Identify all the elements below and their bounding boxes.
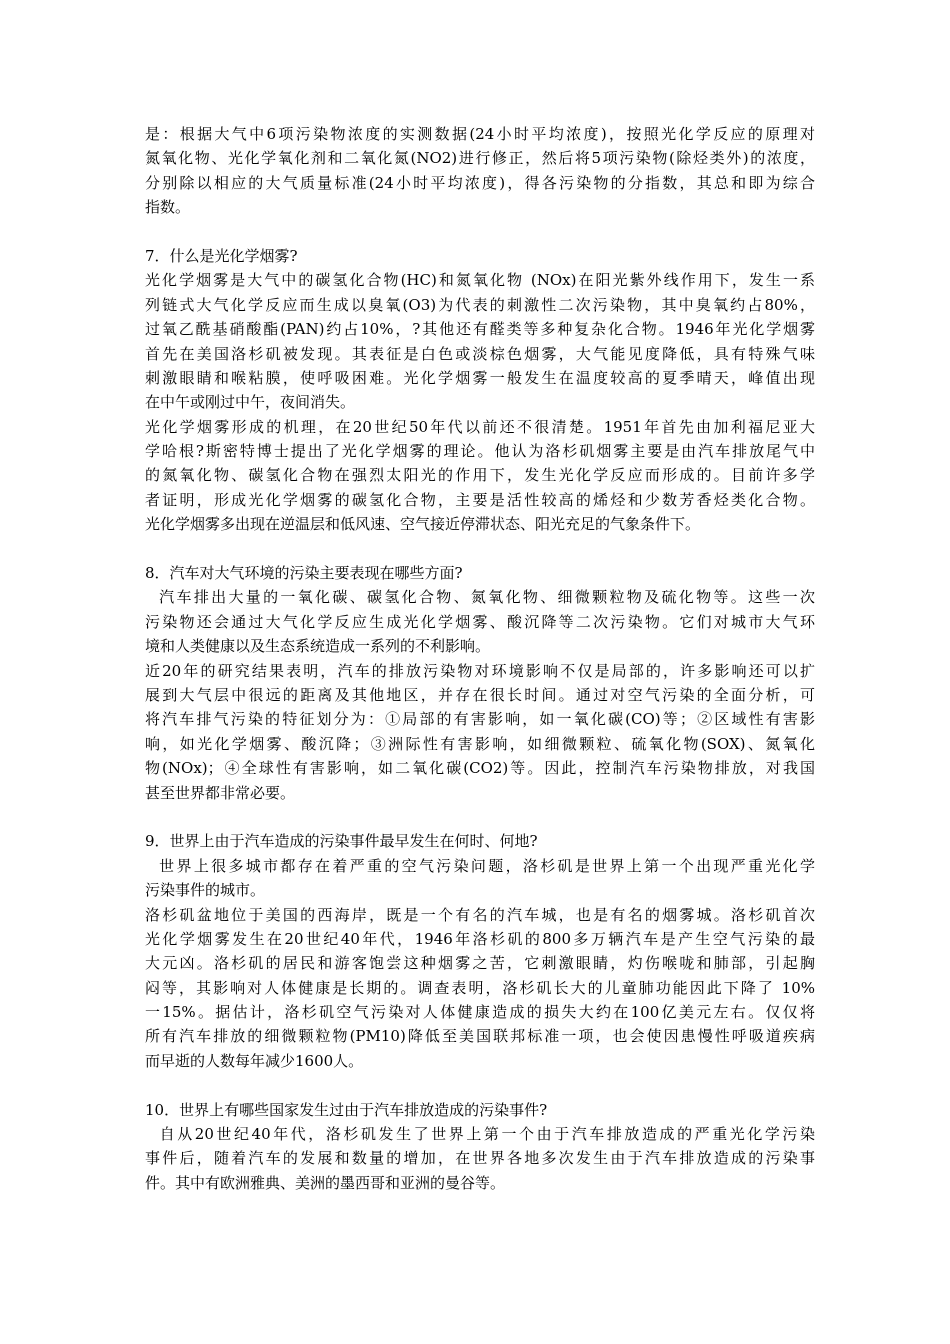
question-8-heading: 8．汽车对大气环境的污染主要表现在哪些方面? xyxy=(145,564,463,583)
question-7-paragraph-2 xyxy=(145,415,815,537)
text-line: 氮氧化物、光化学氧化剂和二氧化氮(NO2)进行修正，然后将5项污染物(除烃类外)的浓度， xyxy=(145,149,815,168)
text-line: 光化学烟雾是大气中的碳氢化合物(HC)和氮氧化物 (NOx)在阳光紫外线作用下，发生一系 xyxy=(145,271,815,290)
text-line: 物(NOx)；④全球性有害影响，如二氧化碳(CO2)等。因此，控制汽车污染物排放，对我国 xyxy=(145,759,815,778)
text-line: 自从20世纪40年代，洛杉矶发生了世界上第一个由于汽车排放造成的严重光化学污染 xyxy=(145,1125,815,1144)
question-9-heading: 9．世界上由于汽车造成的污染事件最早发生在何时、何地? xyxy=(145,832,538,851)
question-8-paragraph-2 xyxy=(145,659,815,805)
text-line: 光化学烟雾多出现在逆温层和低风速、空气接近停滞状态、阳光充足的气象条件下。 xyxy=(145,515,701,534)
text-line: 指数。 xyxy=(145,198,191,217)
text-line: 大元凶。洛杉矶的居民和游客饱尝这种烟雾之苦，它刺激眼睛，灼伤喉咙和肺部，引起胸 xyxy=(145,954,815,973)
question-10-heading: 10．世界上有哪些国家发生过由于汽车排放造成的污染事件? xyxy=(145,1100,548,1119)
text-line: 学哈根?斯密特博士提出了光化学烟雾的理论。他认为洛杉矶烟雾主要是由汽车排放尾气中 xyxy=(145,442,815,461)
question-9-paragraph-2 xyxy=(145,903,815,1074)
text-line: 污染事件的城市。 xyxy=(145,881,266,900)
text-line: 过氧乙酰基硝酸酯(PAN)约占10%，?其他还有醛类等多种复杂化合物。1946年光化学烟雾 xyxy=(145,320,815,339)
text-line: 列链式大气化学反应而生成以臭氧(O3)为代表的刺激性二次污染物，其中臭氧约占80%， xyxy=(145,295,815,314)
text-line: 刺激眼睛和喉粘膜，使呼吸困难。光化学烟雾一般发生在温度较高的夏季晴天，峰值出现 xyxy=(145,368,815,387)
text-line: 境和人类健康以及生态系统造成一系列的不利影响。 xyxy=(145,637,491,656)
text-line: 光化学烟雾发生在20世纪40年代，1946年洛杉矶的800多万辆汽车是产生空气污染的最 xyxy=(145,929,815,948)
question-9-paragraph-1 xyxy=(145,854,815,903)
text-line: 展到大气层中很远的距离及其他地区，并存在很长时间。通过对空气污染的全面分析，可 xyxy=(145,685,815,704)
text-line: 件。其中有欧洲雅典、美洲的墨西哥和亚洲的曼谷等。 xyxy=(145,1173,506,1192)
text-line: 分别除以相应的大气质量标准(24小时平均浓度)，得各污染物的分指数，其总和即为综合 xyxy=(145,173,815,192)
text-line: 在中午或刚过中午，夜间消失。 xyxy=(145,393,356,412)
text-line: 是：根据大气中6项污染物浓度的实测数据(24小时平均浓度)，按照光化学反应的原理对 xyxy=(145,125,815,143)
text-line: 世界上很多城市都存在着严重的空气污染问题，洛杉矶是世界上第一个出现严重光化学 xyxy=(145,856,815,875)
text-line: 而早逝的人数每年减少1600人。 xyxy=(145,1051,364,1070)
text-line: 事件后，随着汽车的发展和数量的增加，在世界各地多次发生由于汽车排放造成的污染事 xyxy=(145,1149,815,1168)
text-line: 甚至世界都非常必要。 xyxy=(145,783,296,802)
text-line: 一15%。据估计，洛杉矶空气污染对人体健康造成的损失大约在100亿美元左右。仅仅将 xyxy=(145,1003,815,1022)
intro-paragraph xyxy=(145,122,815,220)
text-line: 的氮氧化物、碳氢化合物在强烈太阳光的作用下，发生光化学反应而形成的。目前许多学 xyxy=(145,466,815,485)
question-10-paragraph-1 xyxy=(145,1122,815,1195)
document-page xyxy=(145,122,815,1195)
question-7-heading: 7．什么是光化学烟雾? xyxy=(145,246,298,265)
question-8-paragraph-1 xyxy=(145,585,815,658)
text-line: 污染物还会通过大气化学反应生成光化学烟雾、酸沉降等二次污染物。它们对城市大气环 xyxy=(145,612,815,631)
text-line: 洛杉矶盆地位于美国的西海岸，既是一个有名的汽车城，也是有名的烟雾城。洛杉矶首次 xyxy=(145,905,815,924)
spacer xyxy=(145,805,815,829)
text-line: 首先在美国洛杉矶被发现。其表征是白色或淡棕色烟雾，大气能见度降低，具有特殊气味 xyxy=(145,344,815,363)
text-line: 光化学烟雾形成的机理，在20世纪50年代以前还不很清楚。1951年首先由加利福尼亚大 xyxy=(145,417,815,436)
question-7-paragraph-1 xyxy=(145,268,815,414)
text-line: 汽车排出大量的一氧化碳、碳氢化合物、氮氧化物、细微颗粒物及硫化物等。这些一次 xyxy=(145,588,815,607)
spacer xyxy=(145,1073,815,1097)
text-line: 将汽车排气污染的特征划分为：①局部的有害影响，如一氧化碳(CO)等；②区域性有害影 xyxy=(145,710,815,729)
text-line: 所有汽车排放的细微颗粒物(PM10)降低至美国联邦标准一项，也会使因患慢性呼吸道疾病 xyxy=(145,1027,815,1046)
text-line: 近20年的研究结果表明，汽车的排放污染物对环境影响不仅是局部的，许多影响还可以扩 xyxy=(145,661,815,680)
text-line: 者证明，形成光化学烟雾的碳氢化合物，主要是活性较高的烯烃和少数芳香烃类化合物。 xyxy=(145,490,815,509)
spacer xyxy=(145,537,815,561)
text-line: 响，如光化学烟雾、酸沉降；③洲际性有害影响，如细微颗粒、硫氧化物(SOX)、氮氧化 xyxy=(145,734,815,753)
text-line: 闷等，其影响对人体健康是长期的。调查表明，洛杉矶长大的儿童肺功能因此下降了 10% xyxy=(145,978,815,997)
spacer xyxy=(145,220,815,244)
